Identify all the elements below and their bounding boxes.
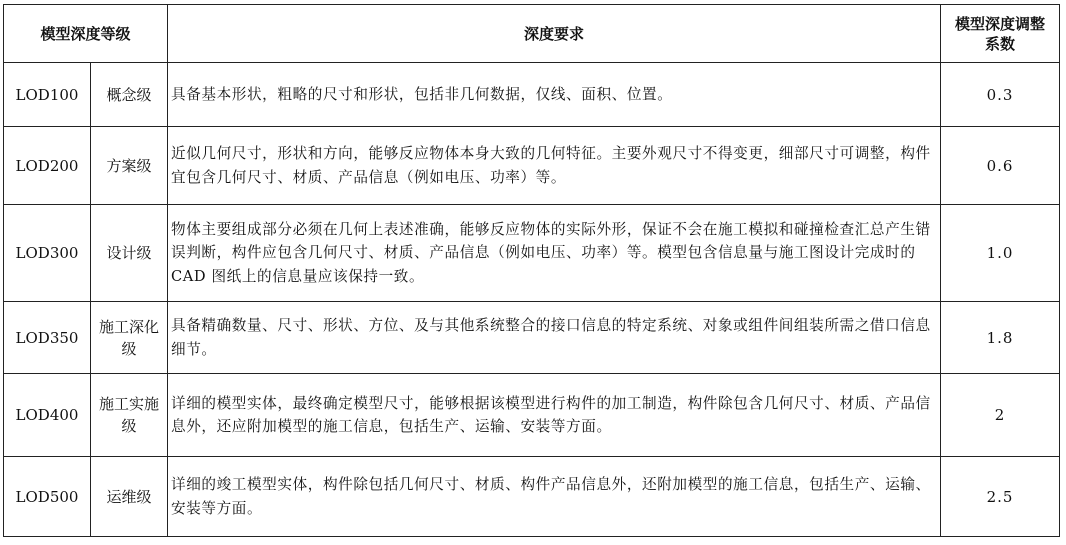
row-code: LOD400 [4, 374, 91, 457]
row-code: LOD300 [4, 205, 91, 302]
row-coefficient: 0.3 [941, 63, 1060, 127]
row-code: LOD200 [4, 127, 91, 205]
header-coefficient: 模型深度调整系数 [941, 5, 1060, 63]
row-coefficient: 1.8 [941, 302, 1060, 374]
row-requirement: 详细的竣工模型实体，构件除包括几何尺寸、材质、构件产品信息外，还附加模型的施工信息，包括生产、运输、安装等方面。 [168, 457, 941, 537]
row-requirement: 具备精确数量、尺寸、形状、方位、及与其他系统整合的接口信息的特定系统、对象或组件间组装所需之借口信息细节。 [168, 302, 941, 374]
row-requirement: 近似几何尺寸，形状和方向，能够反应物体本身大致的几何特征。主要外观尺寸不得变更，细部尺寸可调整，构件宜包含几何尺寸、材质、产品信息（例如电压、功率）等。 [168, 127, 941, 205]
row-coefficient: 2.5 [941, 457, 1060, 537]
row-code: LOD350 [4, 302, 91, 374]
header-requirement: 深度要求 [168, 5, 941, 63]
row-coefficient: 0.6 [941, 127, 1060, 205]
row-coefficient: 2 [941, 374, 1060, 457]
row-requirement: 详细的模型实体，最终确定模型尺寸，能够根据该模型进行构件的加工制造，构件除包含几何尺寸、材质、产品信息外，还应附加模型的施工信息，包括生产、运输、安装等方面。 [168, 374, 941, 457]
table-row [4, 205, 1060, 302]
row-level: 方案级 [91, 127, 168, 205]
row-requirement: 具备基本形状，粗略的尺寸和形状，包括非几何数据，仅线、面积、位置。 [168, 63, 941, 127]
header-row [4, 5, 1060, 63]
row-level: 施工实施级 [91, 374, 168, 457]
row-code: LOD500 [4, 457, 91, 537]
table-row [4, 302, 1060, 374]
row-code: LOD100 [4, 63, 91, 127]
table-row [4, 127, 1060, 205]
table-row [4, 374, 1060, 457]
row-level: 设计级 [91, 205, 168, 302]
table-row [4, 457, 1060, 537]
row-coefficient: 1.0 [941, 205, 1060, 302]
row-level: 施工深化级 [91, 302, 168, 374]
lod-table [3, 4, 1060, 537]
row-level: 概念级 [91, 63, 168, 127]
table-row [4, 63, 1060, 127]
header-level: 模型深度等级 [4, 5, 168, 63]
row-level: 运维级 [91, 457, 168, 537]
row-requirement: 物体主要组成部分必须在几何上表述准确，能够反应物体的实际外形，保证不会在施工模拟和碰撞检查汇总产生错误判断，构件应包含几何尺寸、材质、产品信息（例如电压、功率）等。模型包含信息量与施工图设计完成时的 CAD 图纸上的信息量应该保持一致。 [168, 205, 941, 302]
